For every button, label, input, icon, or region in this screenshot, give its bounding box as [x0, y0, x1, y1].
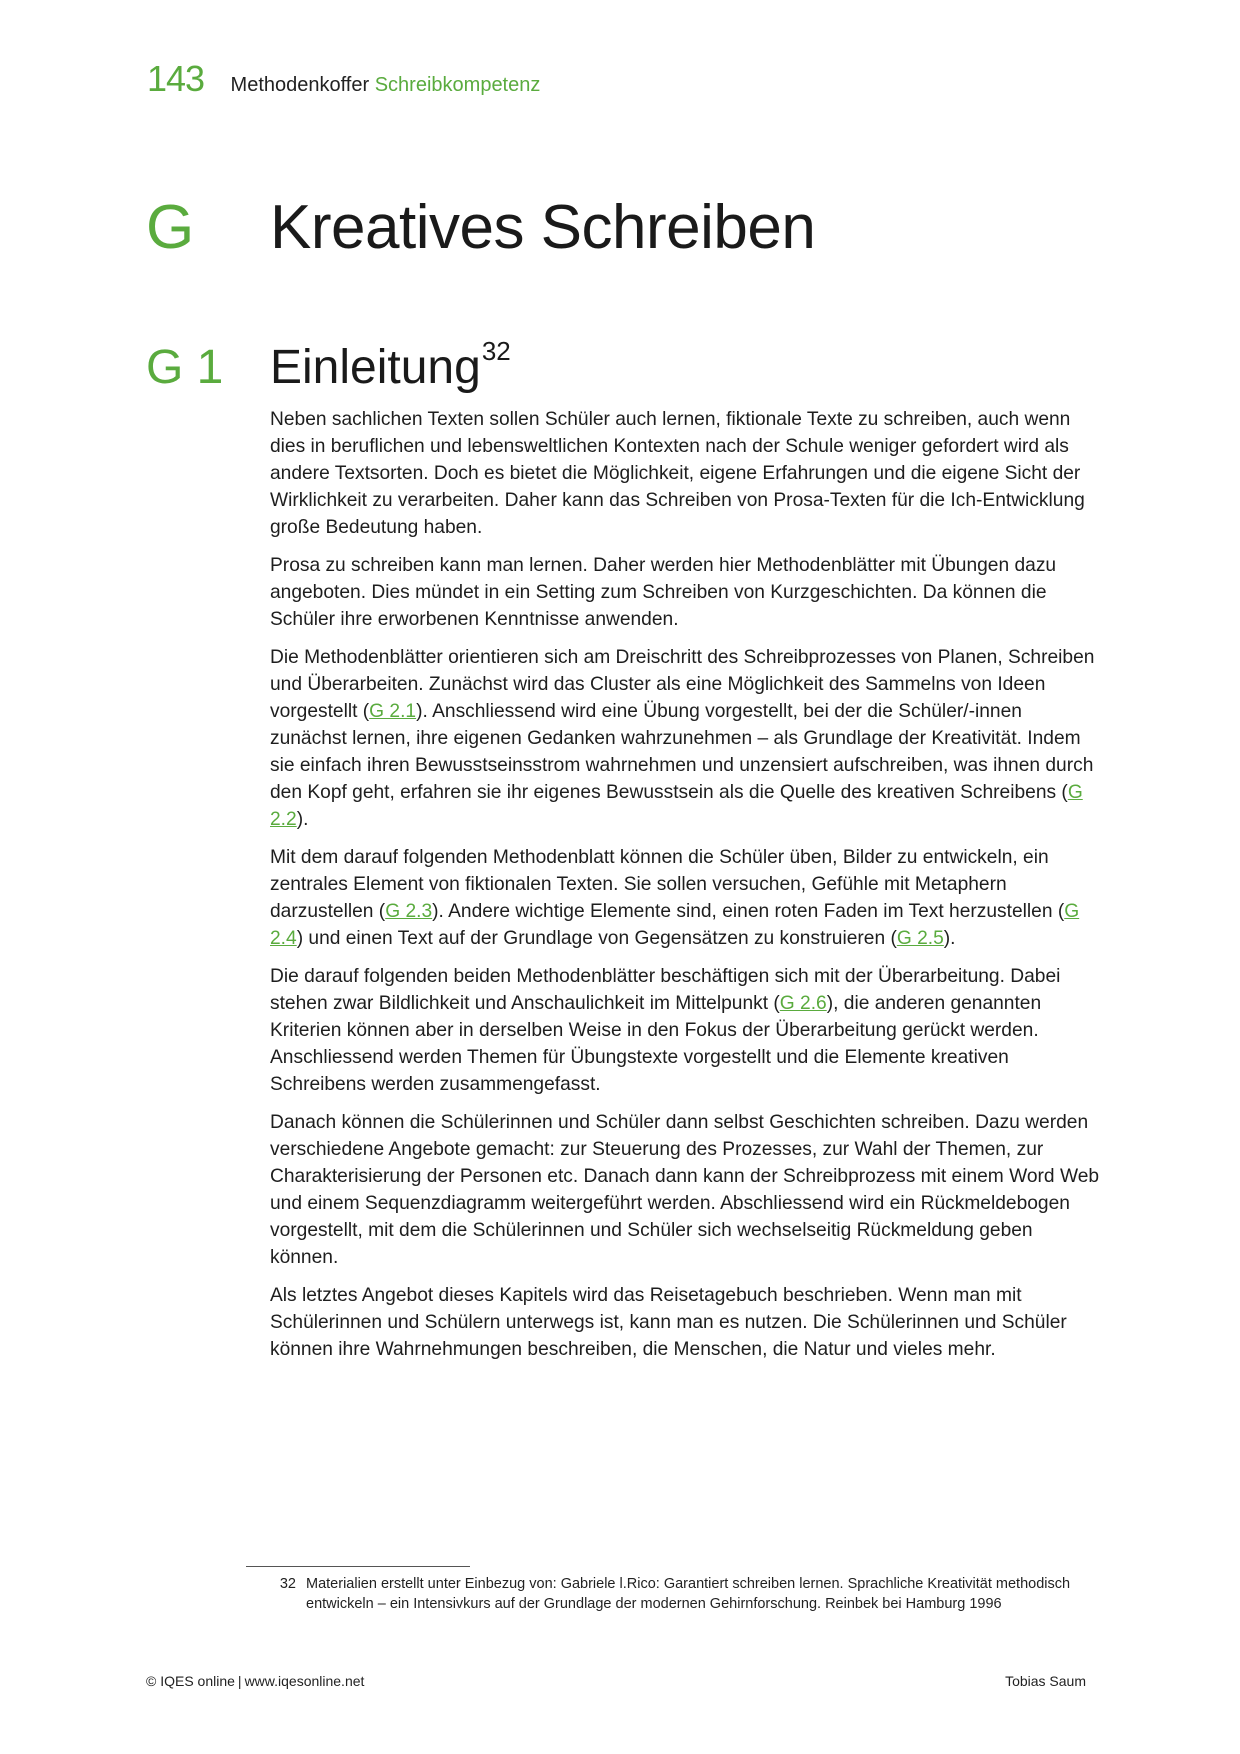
reference-link-g2-6[interactable]: G 2.6	[779, 993, 827, 1014]
paragraph-4-text-d: ).	[943, 928, 956, 949]
paragraph-3-text-b: ). Anschliessend wird eine Übung vorgestellt, bei der die Schüler/-innen zunächst lernen, ihre eigenen Gedanken wahrzunehmen – als Grundlage der Kreativität. Indem sie einfach ihren Bewusstseinsstrom wahrnehmen und unzensiert aufschreiben, was ihnen durch den Kopf geht, erfahren sie ihr eigenes Bewusstsein als die Quelle des kreativen Schreibens (	[270, 701, 1094, 803]
reference-link-g2-5[interactable]: G 2.5	[896, 928, 944, 949]
book-title: Methodenkoffer	[230, 74, 370, 96]
footer-separator: |	[237, 1673, 242, 1689]
paragraph-5-text-a: Die darauf folgenden beiden Methodenblätter beschäftigen sich mit der Überarbeitung. Dabei stehen zwar Bildlichkeit und Anschaulichkeit im Mittelpunkt (	[270, 966, 1061, 1014]
reference-link-g2-3[interactable]: G 2.3	[385, 901, 433, 922]
paragraph-3-text-a: Die Methodenblätter orientieren sich am Dreischritt des Schreibprozesses von Planen, Schreiben und Überarbeiten. Zunächst wird das Cluster als eine Möglichkeit des Sammelns von Ideen vorgestellt (	[270, 647, 1095, 722]
footnote-mark[interactable]: 32	[481, 336, 511, 366]
running-header	[147, 58, 540, 108]
section-title-text: Einleitung	[270, 341, 481, 394]
footer-left	[146, 1673, 364, 1689]
paragraph-3	[270, 644, 1100, 833]
paragraph-1: Neben sachlichen Texten sollen Schüler auch lernen, fiktionale Texte zu schreiben, auch wenn dies in beruflichen und lebensweltlichen Kontexten nach der Schule weniger gefordert wird als andere Textsorten. Doch es bietet die Möglichkeit, eigene Erfahrungen und die eigene Sicht der Wirklichkeit zu verarbeiten. Daher kann das Schreiben von Prosa-Texten für die Ich-Entwicklung große Bedeutung haben.	[270, 409, 1085, 538]
footnote-divider	[246, 1566, 470, 1567]
paragraph-3-text-c: ).	[296, 809, 309, 830]
paragraph-4-text-b: ). Andere wichtige Elemente sind, einen roten Faden im Text herzustellen (	[432, 901, 1065, 922]
paragraph-4-text-c: ) und einen Text auf der Grundlage von Gegensätzen zu konstruieren (	[296, 928, 897, 949]
paragraph-5-text-b: ), die anderen genannten Kriterien können aber in derselben Weise in den Fokus der Überarbeitung gerückt werden. Anschliessend werden Themen für Übungstexte vorgestellt und die Elemente kreativen Schreibens werden zusammengefasst.	[270, 993, 1042, 1095]
paragraph-2: Prosa zu schreiben kann man lernen. Daher werden hier Methodenblätter mit Übungen dazu angeboten. Dies mündet in ein Setting zum Schreiben von Kurzgeschichten. Da können die Schüler ihre erworbenen Kenntnisse anwenden.	[270, 555, 1057, 630]
copyright-text: © IQES online	[146, 1673, 235, 1689]
paragraph-4-text-a: Mit dem darauf folgenden Methodenblatt können die Schüler üben, Bilder zu entwickeln, ein zentrales Element von fiktionalen Texten. Sie sollen versuchen, Gefühle mit Metaphern darzustellen (	[270, 847, 1049, 922]
author-name: Tobias Saum	[1005, 1673, 1086, 1689]
reference-link-g2-4[interactable]: G 2.4	[270, 901, 1080, 949]
chapter-letter: G	[146, 193, 195, 262]
body-text	[270, 406, 1100, 1374]
header-title	[231, 74, 541, 96]
reference-link-g2-1[interactable]: G 2.1	[369, 701, 417, 722]
section-number: G 1	[146, 341, 224, 394]
paragraph-5	[270, 963, 1100, 1098]
page-number: 143	[147, 58, 205, 99]
website-link[interactable]: www.iqesonline.net	[244, 1673, 365, 1689]
section-title	[270, 336, 511, 395]
paragraph-7: Als letztes Angebot dieses Kapitels wird das Reisetagebuch beschrieben. Wenn man mit Schülerinnen und Schülern unterwegs ist, kann man es nutzen. Die Schülerinnen und Schüler können ihre Wahrnehmungen beschreiben, die Menschen, die Natur und vieles mehr.	[270, 1285, 1067, 1360]
paragraph-4	[270, 844, 1100, 952]
book-subtitle: Schreibkompetenz	[374, 74, 541, 96]
paragraph-6: Danach können die Schülerinnen und Schüler dann selbst Geschichten schreiben. Dazu werden verschiedene Angebote gemacht: zur Steuerung des Prozesses, zur Wahl der Themen, zur Charakterisierung der Personen etc. Danach dann kann der Schreibprozess mit einem Word Web und einem Sequenzdiagramm weitergeführt werden. Abschliessend wird ein Rückmeldebogen vorgestellt, mit dem die Schülerinnen und Schüler sich wechselseitig Rückmeldung geben können.	[270, 1112, 1100, 1268]
footnote	[274, 1574, 1074, 1614]
footnote-number: 32	[279, 1576, 296, 1592]
footnote-text: Materialien erstellt unter Einbezug von: Gabriele l.Rico: Garantiert schreiben lernen. Sprachliche Kreativität methodisch entwickeln – ein Intensivkurs auf der Grundlage der modernen Gehirnforschung. Reinbek bei Hamburg 1996	[306, 1576, 1071, 1612]
reference-link-g2-2[interactable]: G 2.2	[270, 782, 1083, 830]
chapter-title: Kreatives Schreiben	[270, 193, 816, 262]
